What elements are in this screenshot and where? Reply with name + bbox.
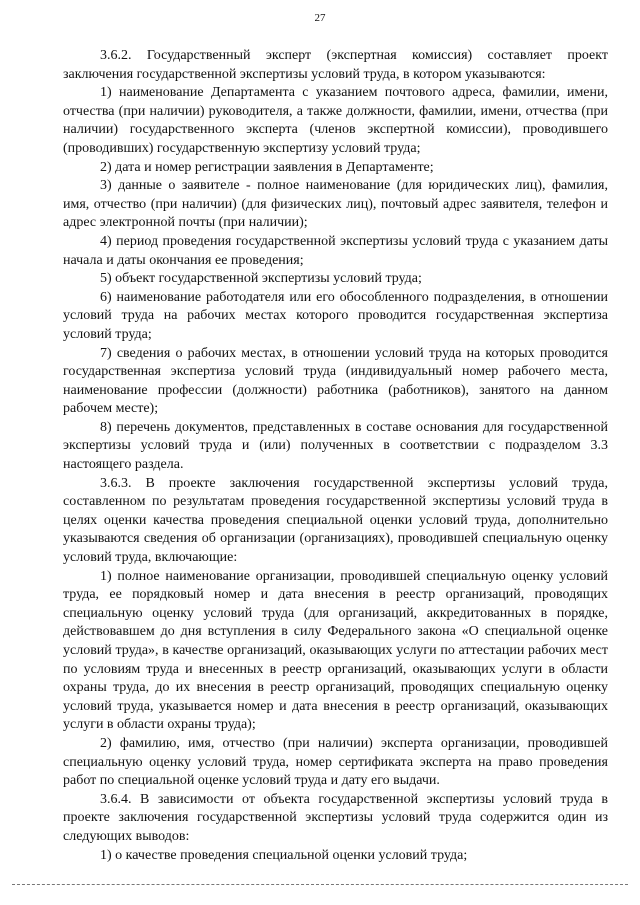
list-item-4-period: 4) период проведения государственной экспертизы условий труда с указанием даты начала и даты окончания ее проведения; (63, 233, 608, 268)
list-item-8-documents: 8) перечень документов, представленных в составе основания для государственной экспертизы условий труда и (или) полученных в соответствии с подразделом 3.3 настоящего раздела. (63, 419, 608, 473)
list-item-1-quality: 1) о качестве проведения специальной оценки условий труда; (100, 847, 468, 863)
page-bottom-divider (12, 884, 628, 885)
section-3-6-2-intro: 3.6.2. Государственный эксперт (экспертная комиссия) составляет проект заключения государственной экспертизы условий труда, в котором указываются: (63, 48, 608, 82)
list-item-1-department: 1) наименование Департамента с указанием почтового адреса, фамилии, имени, отчества (при наличии) руководителя, а также должности, фамилии, имени, отчества (при наличии) государственного эксперта (членов экспертной комиссии), проводившего (проводивших) государственную экспертизу условий труда; (63, 85, 608, 156)
list-item-6-employer: 6) наименование работодателя или его обособленного подразделения, в отношении условий труда на рабочих местах которого проводится государственная экспертиза условий труда; (63, 289, 608, 342)
list-item-2-expert: 2) фамилию, имя, отчество (при наличии) эксперта организации, проводившей специальную оценку условий труда, номер сертификата эксперта на право проведения работ по специальной оценке условий труда и дату его выдачи. (63, 735, 608, 789)
section-3-6-3-intro: 3.6.3. В проекте заключения государственной экспертизы условий труда, составленном по результатам проведения государственной экспертизы условий труда в целях оценки качества проведения специальной оценки условий труда, дополнительно указываются сведения об организации (организациях), проводившей специальную оценку условий труда, включающие: (63, 475, 608, 566)
list-item-3-applicant: 3) данные о заявителе - полное наименование (для юридических лиц), фамилия, имя, отчество (при наличии) (для физических лиц), почтовый адрес заявителя, телефон и адрес электронной почты (при наличии); (63, 178, 608, 231)
list-item-2-registration: 2) дата и номер регистрации заявления в Департаменте; (100, 159, 434, 175)
section-3-6-4-intro: 3.6.4. В зависимости от объекта государственной экспертизы условий труда в проекте заключения государственной экспертизы условий труда содержится один из следующих выводов: (63, 791, 608, 844)
list-item-1-organization: 1) полное наименование организации, проводившей специальную оценку условий труда, ее порядковый номер и дата внесения в реестр организаций, проводящих специальную оценку условий труда (для организаций, аккредитованных в порядке, действовавшем до дня вступления в силу Федерального закона «О специальной оценке условий труда», в качестве организаций, оказывающих услуги по аттестации рабочих мест по условиям труда и внесенных в реестр организаций, оказывающих услуги в области охраны труда, до их внесения в реестр организаций, проводящих специальную оценку условий труда, указывается номер и дата внесения в реестр организаций, оказывающих услуги в области охраны труда); (63, 568, 608, 733)
document-body (63, 47, 608, 865)
page-number: 27 (314, 12, 326, 24)
list-item-5-object: 5) объект государственной экспертизы условий труда; (100, 271, 422, 287)
list-item-7-workplaces: 7) сведения о рабочих местах, в отношении условий труда на которых проводится государственная экспертиза условий труда (индивидуальный номер рабочего места, наименование профессии (должности) работника (работников), занятого на данном рабочем месте); (63, 345, 608, 417)
